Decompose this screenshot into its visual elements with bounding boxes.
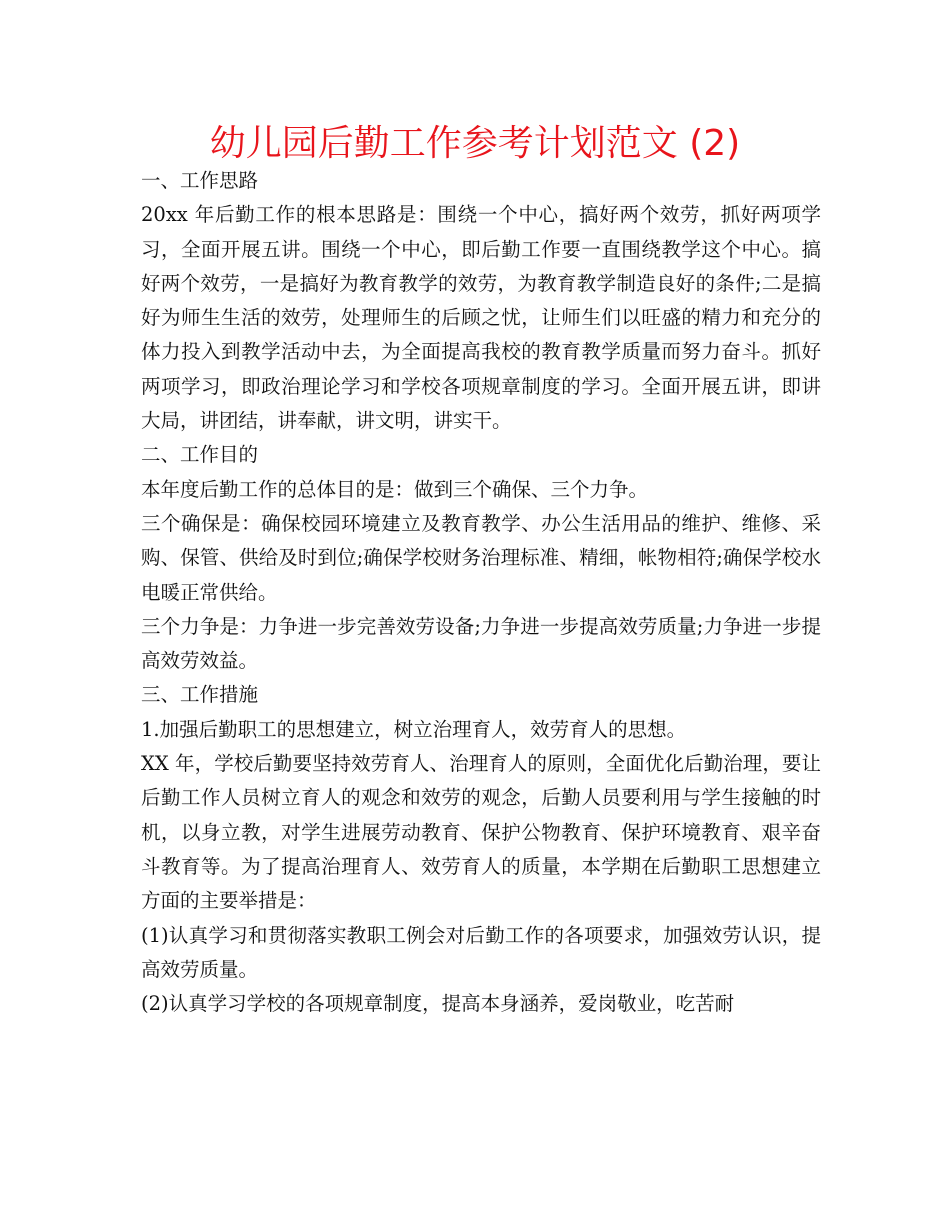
paragraph: 20xx 年后勤工作的根本思路是：围绕一个中心，搞好两个效劳，抓好两项学习，全面开展五讲。围绕一个中心，即后勤工作要一直围绕教学这个中心。搞好两个效劳，一是搞好为教育教学的效劳，为教育教学制造良好的条件;二是搞好为师生生活的效劳，处理师生的后顾之忧，让师生们以旺盛的精力和充分的体力投入到教学活动中去，为全面提高我校的教育教学质量而努力奋斗。抓好两项学习，即政治理论学习和学校各项规章制度的学习。全面开展五讲，即讲大局，讲团结，讲奉献，讲文明，讲实干。	[141, 203, 821, 433]
paragraph: 1.加强后勤职工的思想建立，树立治理育人，效劳育人的思想。	[141, 717, 687, 741]
paragraph: (2)认真学习学校的各项规章制度，提高本身涵养，爱岗敬业，吃苦耐	[141, 992, 735, 1016]
paragraph: 三个确保是：确保校园环境建立及教育教学、办公生活用品的维护、维修、采购、保管、供给及时到位;确保学校财务治理标准、精细，帐物相符;确保学校水电暖正常供给。	[141, 511, 821, 604]
document-title: 幼儿园后勤工作参考计划范文 (2)	[209, 123, 741, 164]
paragraph: 三个力争是：力争进一步完善效劳设备;力争进一步提高效劳质量;力争进一步提高效劳效益。	[141, 614, 821, 673]
section-heading: 三、工作措施	[141, 683, 259, 707]
section-heading: 二、工作目的	[141, 443, 259, 467]
document-body	[141, 164, 821, 1021]
section-heading: 一、工作思路	[141, 169, 259, 192]
paragraph: 本年度后勤工作的总体目的是：做到三个确保、三个力争。	[141, 477, 649, 501]
paragraph: XX 年，学校后勤要坚持效劳育人、治理育人的原则，全面优化后勤治理，要让后勤工作人员树立育人的观念和效劳的观念，后勤人员要利用与学生接触的时机，以身立教，对学生进展劳动教育、保护公物教育、保护环境教育、艰辛奋斗教育等。为了提高治理育人、效劳育人的质量，本学期在后勤职工思想建立方面的主要举措是：	[141, 752, 821, 913]
paragraph: (1)认真学习和贯彻落实教职工例会对后勤工作的各项要求，加强效劳认识，提高效劳质量。	[141, 923, 821, 981]
